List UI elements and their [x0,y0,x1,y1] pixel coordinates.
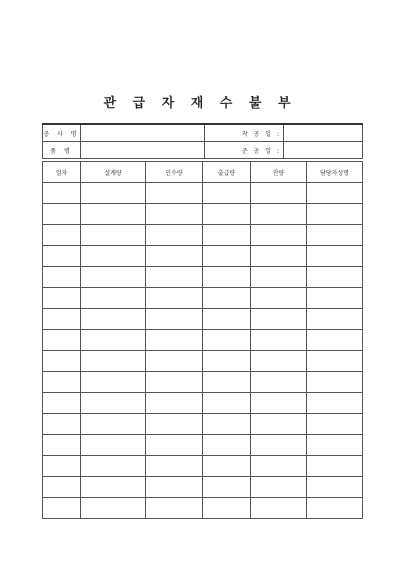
remaining-quantity-cell[interactable] [251,309,307,330]
design-quantity-cell[interactable] [81,267,146,288]
table-row [43,435,363,456]
completion-date-field[interactable] [284,142,363,159]
date-cell[interactable] [43,225,81,246]
table-row [43,330,363,351]
header-date: 일자 [43,162,81,183]
item-name-field[interactable] [81,142,205,159]
table-row [43,456,363,477]
start-date-field[interactable] [284,124,363,142]
remaining-quantity-cell[interactable] [251,246,307,267]
date-cell[interactable] [43,183,81,204]
date-cell[interactable] [43,414,81,435]
issued-quantity-cell[interactable] [203,330,251,351]
manager-name-cell[interactable] [307,456,363,477]
ledger-header-row [43,162,363,183]
received-quantity-cell[interactable] [146,267,203,288]
design-quantity-cell[interactable] [81,330,146,351]
manager-name-cell[interactable] [307,477,363,498]
design-quantity-cell[interactable] [81,288,146,309]
header-design-quantity: 설계량 [81,162,146,183]
design-quantity-cell[interactable] [81,183,146,204]
date-cell[interactable] [43,267,81,288]
table-row [43,204,363,225]
received-quantity-cell[interactable] [146,372,203,393]
issued-quantity-cell[interactable] [203,477,251,498]
info-table [42,123,363,159]
remaining-quantity-cell[interactable] [251,267,307,288]
table-row [43,372,363,393]
remaining-quantity-cell[interactable] [251,183,307,204]
remaining-quantity-cell[interactable] [251,204,307,225]
info-row-item [43,142,363,159]
issued-quantity-cell[interactable] [203,267,251,288]
table-row [43,267,363,288]
table-row [43,183,363,204]
header-manager-name: 담당자성명 [307,162,363,183]
date-cell[interactable] [43,435,81,456]
issued-quantity-cell[interactable] [203,414,251,435]
date-cell[interactable] [43,477,81,498]
date-cell[interactable] [43,393,81,414]
design-quantity-cell[interactable] [81,204,146,225]
issued-quantity-cell[interactable] [203,393,251,414]
remaining-quantity-cell[interactable] [251,393,307,414]
received-quantity-cell[interactable] [146,456,203,477]
manager-name-cell[interactable] [307,204,363,225]
ledger-body [43,183,363,519]
issued-quantity-cell[interactable] [203,288,251,309]
construction-name-field[interactable] [81,124,205,142]
header-issued-quantity: 출급량 [203,162,251,183]
table-row [43,414,363,435]
design-quantity-cell[interactable] [81,351,146,372]
issued-quantity-cell[interactable] [203,351,251,372]
date-cell[interactable] [43,204,81,225]
manager-name-cell[interactable] [307,435,363,456]
design-quantity-cell[interactable] [81,435,146,456]
remaining-quantity-cell[interactable] [251,498,307,519]
received-quantity-cell[interactable] [146,204,203,225]
manager-name-cell[interactable] [307,393,363,414]
remaining-quantity-cell[interactable] [251,225,307,246]
table-row [43,393,363,414]
design-quantity-cell[interactable] [81,477,146,498]
issued-quantity-cell[interactable] [203,183,251,204]
received-quantity-cell[interactable] [146,246,203,267]
date-cell[interactable] [43,351,81,372]
date-cell[interactable] [43,309,81,330]
design-quantity-cell[interactable] [81,372,146,393]
document-title: 관 급 자 재 수 불 부 [103,96,297,111]
received-quantity-cell[interactable] [146,183,203,204]
header-remaining-quantity: 잔량 [251,162,307,183]
received-quantity-cell[interactable] [146,288,203,309]
item-name-label: 품 명 [43,142,81,159]
issued-quantity-cell[interactable] [203,225,251,246]
received-quantity-cell[interactable] [146,498,203,519]
construction-name-label: 공 사 명 [43,124,81,142]
received-quantity-cell[interactable] [146,330,203,351]
remaining-quantity-cell[interactable] [251,435,307,456]
manager-name-cell[interactable] [307,351,363,372]
date-cell[interactable] [43,456,81,477]
remaining-quantity-cell[interactable] [251,330,307,351]
manager-name-cell[interactable] [307,414,363,435]
issued-quantity-cell[interactable] [203,246,251,267]
date-cell[interactable] [43,330,81,351]
design-quantity-cell[interactable] [81,393,146,414]
table-row [43,225,363,246]
info-row-construction [43,124,363,142]
remaining-quantity-cell[interactable] [251,477,307,498]
completion-date-label: 준 공 일 : [205,142,284,159]
table-row [43,498,363,519]
received-quantity-cell[interactable] [146,435,203,456]
table-row [43,246,363,267]
design-quantity-cell[interactable] [81,414,146,435]
date-cell[interactable] [43,498,81,519]
remaining-quantity-cell[interactable] [251,414,307,435]
received-quantity-cell[interactable] [146,351,203,372]
design-quantity-cell[interactable] [81,456,146,477]
table-row [43,477,363,498]
issued-quantity-cell[interactable] [203,498,251,519]
issued-quantity-cell[interactable] [203,456,251,477]
manager-name-cell[interactable] [307,246,363,267]
remaining-quantity-cell[interactable] [251,456,307,477]
ledger-table [42,161,363,519]
issued-quantity-cell[interactable] [203,372,251,393]
received-quantity-cell[interactable] [146,309,203,330]
date-cell[interactable] [43,288,81,309]
header-received-quantity: 인수량 [146,162,203,183]
manager-name-cell[interactable] [307,498,363,519]
start-date-label: 착 공 일 : [205,124,284,142]
manager-name-cell[interactable] [307,309,363,330]
design-quantity-cell[interactable] [81,498,146,519]
design-quantity-cell[interactable] [81,246,146,267]
received-quantity-cell[interactable] [146,393,203,414]
remaining-quantity-cell[interactable] [251,288,307,309]
manager-name-cell[interactable] [307,288,363,309]
issued-quantity-cell[interactable] [203,309,251,330]
received-quantity-cell[interactable] [146,225,203,246]
remaining-quantity-cell[interactable] [251,372,307,393]
table-row [43,288,363,309]
remaining-quantity-cell[interactable] [251,351,307,372]
issued-quantity-cell[interactable] [203,435,251,456]
design-quantity-cell[interactable] [81,225,146,246]
manager-name-cell[interactable] [307,225,363,246]
manager-name-cell[interactable] [307,183,363,204]
date-cell[interactable] [43,372,81,393]
design-quantity-cell[interactable] [81,309,146,330]
table-row [43,351,363,372]
table-row [43,309,363,330]
manager-name-cell[interactable] [307,330,363,351]
received-quantity-cell[interactable] [146,414,203,435]
received-quantity-cell[interactable] [146,477,203,498]
issued-quantity-cell[interactable] [203,204,251,225]
manager-name-cell[interactable] [307,372,363,393]
date-cell[interactable] [43,246,81,267]
manager-name-cell[interactable] [307,267,363,288]
